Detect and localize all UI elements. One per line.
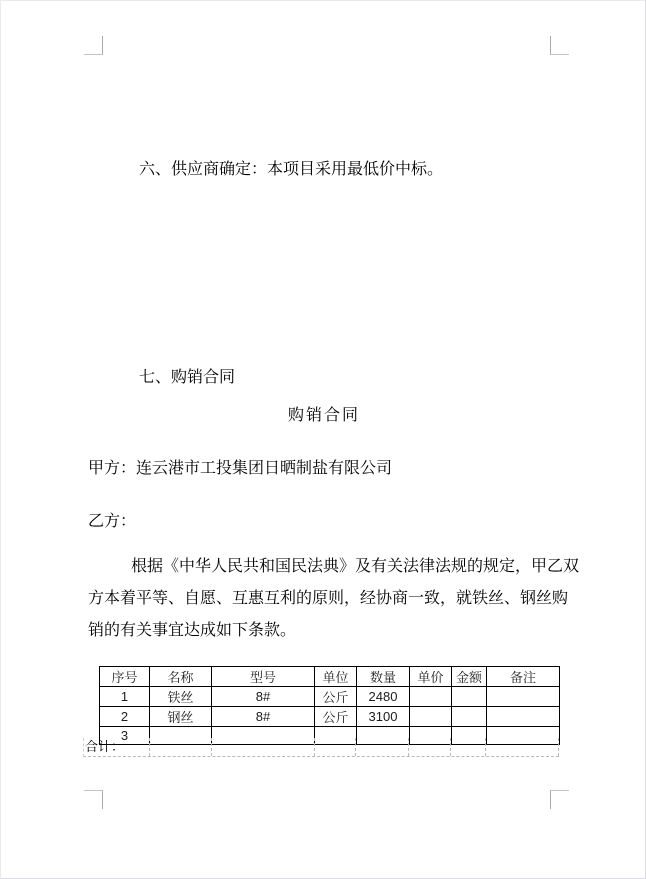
- section-six-heading: 六、供应商确定：本项目采用最低价中标。: [139, 161, 444, 178]
- cell-unit-price: [410, 687, 452, 707]
- cell-unit-price: [410, 707, 452, 727]
- preamble-line: 根据《中华人民共和国民法典》及有关法律法规的规定，甲乙双: [131, 558, 580, 575]
- total-cell-model: [212, 738, 315, 756]
- col-header-index: 序号: [100, 667, 150, 687]
- table-total-row: [83, 738, 559, 757]
- table-row: [100, 707, 560, 727]
- cell-name: 铁丝: [150, 687, 212, 707]
- preamble-line: 销的有关事宜达成如下条款。: [88, 622, 297, 639]
- cell-index: 2: [100, 707, 150, 727]
- cell-model: 8#: [212, 707, 315, 727]
- table-header-row: [100, 667, 560, 687]
- cell-unit: 公斤: [315, 687, 357, 707]
- total-cell-quantity: [356, 738, 409, 756]
- cell-remarks: [487, 707, 560, 727]
- col-header-remarks: 备注: [487, 667, 560, 687]
- total-cell-unit-price: [409, 738, 451, 756]
- total-cell-name: [150, 738, 212, 756]
- col-header-unit: 单位: [315, 667, 357, 687]
- cell-quantity: 3100: [357, 707, 410, 727]
- party-a-line: 甲方：连云港市工投集团日晒制盐有限公司: [88, 460, 393, 477]
- section-seven-heading: 七、购销合同: [139, 369, 236, 386]
- total-cell-amount: [451, 738, 486, 756]
- cell-remarks: [487, 687, 560, 707]
- party-b-line: 乙方：: [88, 513, 137, 530]
- cell-name: 钢丝: [150, 707, 212, 727]
- total-cell-unit: [315, 738, 357, 756]
- total-cell-remarks: [486, 738, 559, 756]
- cell-model: 8#: [212, 687, 315, 707]
- cell-quantity: 2480: [357, 687, 410, 707]
- cell-unit: 公斤: [315, 707, 357, 727]
- col-header-model: 型号: [212, 667, 315, 687]
- col-header-amount: 金额: [452, 667, 487, 687]
- col-header-quantity: 数量: [357, 667, 410, 687]
- preamble-line: 方本着平等、自愿、互惠互利的原则，经协商一致，就铁丝、钢丝购: [88, 590, 569, 607]
- margin-crop-mark-top-left: [84, 36, 103, 55]
- margin-crop-mark-top-right: [550, 36, 569, 55]
- col-header-name: 名称: [150, 667, 212, 687]
- col-header-unit-price: 单价: [410, 667, 452, 687]
- cell-index: 1: [100, 687, 150, 707]
- contract-title: 购销合同: [287, 407, 360, 424]
- margin-crop-mark-bottom-right: [550, 790, 569, 809]
- goods-table: [99, 666, 560, 745]
- total-label: 合计：: [84, 738, 150, 756]
- contract-preamble: [88, 551, 580, 647]
- margin-crop-mark-bottom-left: [84, 790, 103, 809]
- cell-amount: [452, 707, 487, 727]
- table-row: [100, 687, 560, 707]
- cell-amount: [452, 687, 487, 707]
- cell-index: 3: [100, 727, 150, 745]
